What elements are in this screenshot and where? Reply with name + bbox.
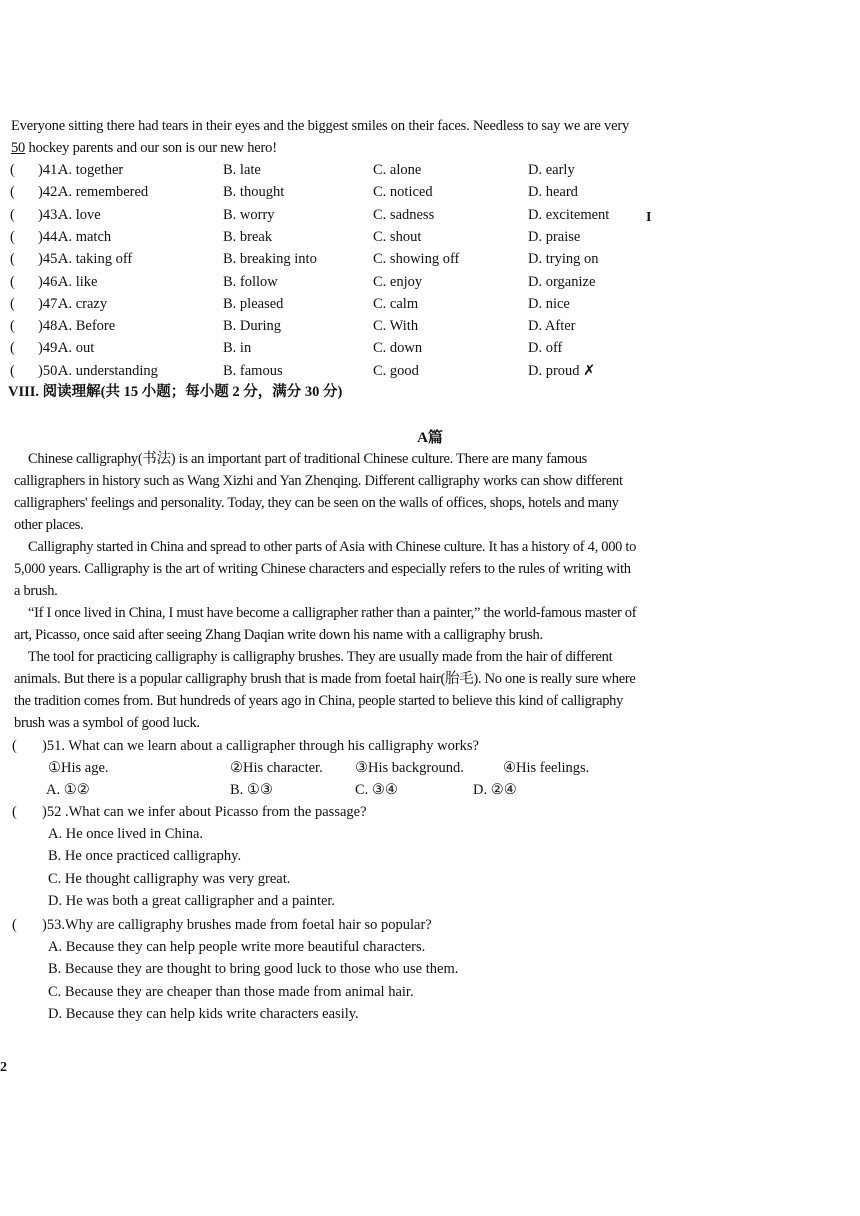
paragraph-line: animals. But there is a popular calligraphy brush that is made from foetal hair(胎毛). No one is really sure where (14, 671, 636, 687)
article-paragraph (14, 602, 714, 646)
option-c: C. With (373, 318, 419, 335)
question-text: )52 .What can we infer about Picasso from the passage? (42, 804, 367, 820)
article-paragraph (14, 646, 714, 734)
option-c: C. noticed (373, 184, 433, 201)
option-c: C. sadness (373, 206, 435, 223)
paragraph-line: calligraphers in history such as Wang Xizhi and Yan Zhenqing. Different calligraphy works can show different (14, 473, 623, 489)
question-number: )50. (38, 362, 61, 379)
option-d: D. excitement (528, 206, 610, 223)
answer-option: A. He once lived in China. (48, 826, 204, 842)
answer-paren: ( (12, 917, 17, 933)
answer-option: A. Because they can help people write more beautiful characters. (48, 939, 426, 955)
paragraph-line: calligraphers' feelings and personality. Today, they can be seen on the walls of offices, shops, hotels and many (14, 495, 619, 511)
article-title: A篇 (417, 430, 443, 446)
option-a: A. remembered (58, 184, 149, 201)
option-d: D. praise (528, 228, 581, 245)
option-b: B. break (223, 228, 273, 245)
cloze-question-row (10, 248, 650, 270)
option-a: A. understanding (58, 362, 158, 379)
cloze-question-row (10, 337, 650, 359)
option-d: D. heard (528, 184, 578, 201)
option-d: D. organize (528, 273, 596, 290)
answer-option: D. He was both a great calligrapher and a painter. (48, 893, 336, 910)
question-number: )41. (38, 162, 61, 178)
answer-paren: ( (12, 804, 17, 820)
article-paragraph (14, 536, 714, 602)
answer-paren: ( (10, 318, 15, 335)
cloze-question-row (10, 360, 650, 382)
cloze-question-row (10, 159, 650, 181)
paragraph-line: the tradition comes from. But hundreds of years ago in China, people started to believe this kind of calligraphy (14, 693, 624, 709)
answer-option: D. Because they can help kids write characters easily. (48, 1006, 359, 1023)
option-a: A. love (58, 206, 101, 223)
cloze-question-row (10, 293, 650, 315)
cloze-question-row (10, 271, 650, 293)
cloze-passage-line-2-text: hockey parents and our son is our new hero! (25, 140, 277, 156)
paragraph-line: Chinese calligraphy(书法) is an important part of traditional Chinese culture. There are many famous (28, 451, 588, 467)
question-number: )47. (38, 295, 61, 312)
option-b: B. follow (223, 273, 278, 290)
cloze-question-row (10, 315, 650, 337)
answer-paren: ( (10, 295, 15, 312)
answer-paren: ( (12, 738, 17, 754)
answer-option: B. He once practiced calligraphy. (48, 848, 242, 865)
option-c: C. enjoy (373, 273, 423, 290)
option-d: D. nice (528, 295, 570, 312)
option-a: A. match (58, 228, 112, 245)
paragraph-line: a brush. (14, 583, 58, 599)
answer-paren: ( (10, 184, 15, 201)
answer-option: B. Because they are thought to bring good luck to those who use them. (48, 961, 459, 978)
cloze-blank-50: 50 (11, 140, 26, 156)
option-d: D. After (528, 318, 576, 335)
answer-option: B. ①③ (230, 782, 273, 798)
cloze-question-row (10, 226, 650, 248)
option-c: C. shout (373, 228, 422, 245)
answer-paren: ( (10, 362, 15, 379)
option-d: D. proud ✗ (528, 362, 596, 379)
paragraph-line: “If I once lived in China, I must have become a calligrapher rather than a painter,” the world-famous master of (28, 605, 637, 621)
section-title: VIII. 阅读理解(共 15 小题；每小题 2 分，满分 30 分) (8, 384, 343, 400)
option-b: B. famous (223, 362, 283, 379)
paragraph-line: brush was a symbol of good luck. (14, 715, 200, 731)
option-d: D. early (528, 162, 575, 178)
answer-option: C. ③④ (355, 782, 398, 798)
option-c: C. showing off (373, 251, 460, 268)
option-a: A. like (58, 273, 98, 290)
answer-paren: ( (10, 162, 15, 178)
cloze-passage-line-1: Everyone sitting there had tears in their eyes and the biggest smiles on their faces. Needless to say we are very (11, 118, 630, 134)
option-b: B. late (223, 162, 261, 178)
cloze-passage-line-2 (11, 137, 711, 159)
question-number: )44. (38, 228, 61, 245)
answer-paren: ( (10, 251, 15, 268)
answer-paren: ( (10, 206, 15, 223)
option-b: B. During (223, 318, 281, 335)
option-c: C. alone (373, 162, 422, 178)
question-number: )48. (38, 318, 61, 335)
question-text: )53.Why are calligraphy brushes made from foetal hair so popular? (42, 917, 432, 933)
paragraph-line: Calligraphy started in China and spread to other parts of Asia with Chinese culture. It has a history of 4, 000 to (28, 539, 637, 555)
answer-option: A. ①② (46, 782, 90, 798)
option-c: C. good (373, 362, 419, 379)
option-d: D. off (528, 340, 563, 357)
option-b: B. pleased (223, 295, 284, 312)
question-number: )43. (38, 206, 61, 223)
question-number: )49. (38, 340, 61, 357)
paragraph-line: 5,000 years. Calligraphy is the art of writing Chinese characters and especially refers to the rules of writing with (14, 561, 631, 577)
question-text: )51. What can we learn about a calligrapher through his calligraphy works? (42, 738, 479, 754)
page-number: 2 (0, 1060, 7, 1075)
option-a: A. together (58, 162, 124, 178)
option-b: B. thought (223, 184, 285, 201)
answer-paren: ( (10, 228, 15, 245)
answer-option: D. ②④ (473, 782, 517, 798)
option-b: B. breaking into (223, 251, 317, 268)
option-d: D. trying on (528, 251, 599, 268)
answer-option: C. Because they are cheaper than those made from animal hair. (48, 983, 414, 1000)
question-number: )45. (38, 251, 61, 268)
question-number: )46. (38, 273, 61, 290)
answer-option: C. He thought calligraphy was very great. (48, 870, 291, 887)
paragraph-line: art, Picasso, once said after seeing Zhang Daqian write down his name with a calligraphy brush. (14, 627, 543, 643)
stray-pen-mark: I (646, 210, 652, 225)
option-a: A. crazy (58, 295, 108, 312)
option-b: B. worry (223, 206, 275, 223)
paragraph-line: other places. (14, 517, 84, 533)
answer-paren: ( (10, 273, 15, 290)
option-b: B. in (223, 340, 252, 357)
option-c: C. down (373, 340, 423, 357)
option-c: C. calm (373, 295, 419, 312)
option-a: A. taking off (58, 251, 133, 268)
cloze-question-row (10, 181, 650, 203)
answer-paren: ( (10, 340, 15, 357)
option-a: A. out (58, 340, 95, 357)
paragraph-line: The tool for practicing calligraphy is calligraphy brushes. They are usually made from the hair of different (28, 649, 613, 665)
statement-item: ③His background. (355, 760, 464, 776)
statement-item: ②His character. (230, 760, 323, 776)
statement-item: ①His age. (48, 760, 109, 776)
option-a: A. Before (58, 318, 116, 335)
article-paragraph (14, 448, 714, 536)
statement-item: ④His feelings. (503, 760, 590, 776)
question-number: )42. (38, 184, 61, 201)
cloze-question-row (10, 204, 650, 226)
